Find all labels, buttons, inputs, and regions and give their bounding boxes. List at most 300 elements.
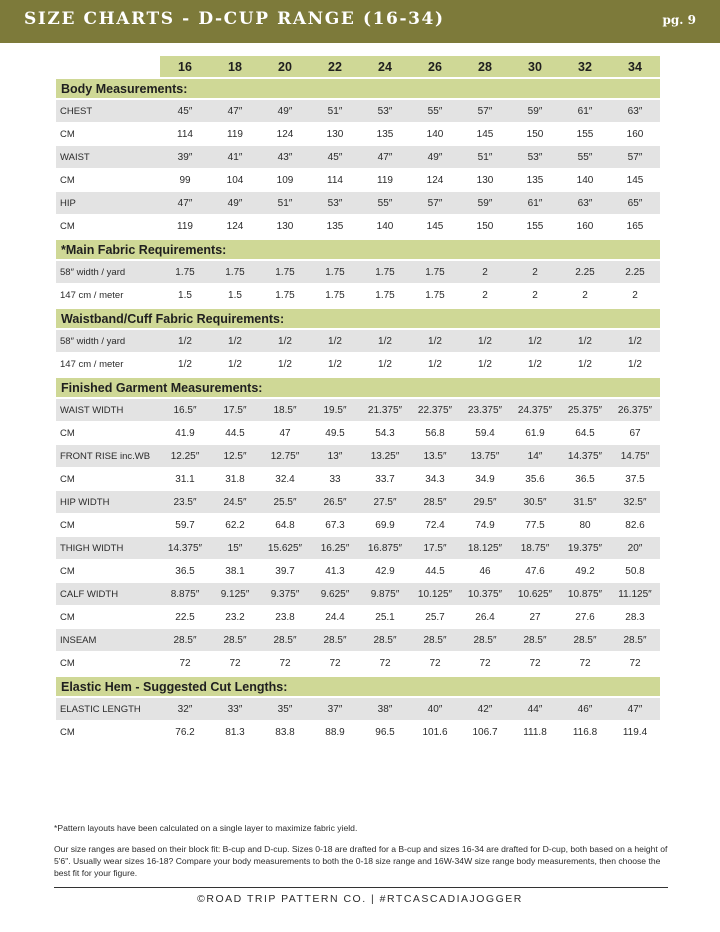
table-cell: 2.25 [560, 261, 610, 284]
table-row [56, 537, 660, 560]
table-cell: 31.5″ [560, 491, 610, 514]
row-label: 58″ width / yard [56, 261, 160, 284]
table-cell: 72 [360, 652, 410, 675]
table-cell: 11.125″ [610, 583, 660, 606]
table-cell: 42″ [460, 698, 510, 721]
table-cell: 109 [260, 169, 310, 192]
table-cell: 1/2 [610, 353, 660, 376]
table-cell: 9.375″ [260, 583, 310, 606]
table-cell: 2 [460, 261, 510, 284]
table-cell: 2 [460, 284, 510, 307]
row-label: HIP [56, 192, 160, 215]
table-cell: 23.375″ [460, 399, 510, 422]
table-cell: 51″ [310, 100, 360, 123]
table-cell: 14″ [510, 445, 560, 468]
table-cell: 50.8 [610, 560, 660, 583]
table-cell: 16.25″ [310, 537, 360, 560]
table-cell: 130 [260, 215, 310, 238]
table-cell: 135 [360, 123, 410, 146]
table-cell: 33 [310, 468, 360, 491]
table-cell: 23.2 [210, 606, 260, 629]
table-cell: 14.75″ [610, 445, 660, 468]
row-label: CM [56, 560, 160, 583]
table-cell: 14.375″ [560, 445, 610, 468]
table-cell: 49.5 [310, 422, 360, 445]
table-cell: 25.375″ [560, 399, 610, 422]
table-cell: 33″ [210, 698, 260, 721]
table-cell: 36.5 [560, 468, 610, 491]
table-cell: 28.5″ [410, 491, 460, 514]
table-cell: 55″ [560, 146, 610, 169]
size-header-22: 22 [310, 56, 360, 77]
table-cell: 16.5″ [160, 399, 210, 422]
table-cell: 1.75 [410, 261, 460, 284]
table-cell: 32″ [160, 698, 210, 721]
table-row [56, 422, 660, 445]
table-row [56, 192, 660, 215]
table-cell: 72 [510, 652, 560, 675]
table-cell: 114 [310, 169, 360, 192]
row-label: THIGH WIDTH [56, 537, 160, 560]
table-cell: 9.125″ [210, 583, 260, 606]
table-row [56, 583, 660, 606]
table-cell: 45″ [160, 100, 210, 123]
table-cell: 39.7 [260, 560, 310, 583]
table-cell: 145 [460, 123, 510, 146]
table-cell: 61″ [560, 100, 610, 123]
table-cell: 1.5 [160, 284, 210, 307]
table-cell: 1.75 [210, 261, 260, 284]
table-cell: 1.5 [210, 284, 260, 307]
page-number: pg. 9 [662, 13, 696, 27]
section-header [56, 307, 660, 330]
table-cell: 65″ [610, 192, 660, 215]
table-cell: 22.5 [160, 606, 210, 629]
size-header-16: 16 [160, 56, 210, 77]
table-cell: 56.8 [410, 422, 460, 445]
table-row [56, 629, 660, 652]
table-cell: 19.5″ [310, 399, 360, 422]
table-cell: 25.1 [360, 606, 410, 629]
table-cell: 31.8 [210, 468, 260, 491]
table-cell: 44″ [510, 698, 560, 721]
table-cell: 10.125″ [410, 583, 460, 606]
table-row [56, 560, 660, 583]
table-cell: 1.75 [260, 261, 310, 284]
table-cell: 72 [610, 652, 660, 675]
table-cell: 55″ [410, 100, 460, 123]
table-cell: 104 [210, 169, 260, 192]
section-header [56, 376, 660, 399]
table-cell: 18.125″ [460, 537, 510, 560]
table-cell: 1/2 [360, 353, 410, 376]
row-label: FRONT RISE inc.WB [56, 445, 160, 468]
fabric-layout-note: *Pattern layouts have been calculated on a single layer to maximize fabric yield. [54, 823, 358, 833]
section-title: Finished Garment Measurements: [56, 376, 660, 399]
table-cell: 17.5″ [410, 537, 460, 560]
table-cell: 18.75″ [510, 537, 560, 560]
table-cell: 27.6 [560, 606, 610, 629]
table-row [56, 353, 660, 376]
table-cell: 88.9 [310, 721, 360, 744]
section-title: Elastic Hem - Suggested Cut Lengths: [56, 675, 660, 698]
table-cell: 47″ [160, 192, 210, 215]
table-row [56, 491, 660, 514]
table-cell: 80 [560, 514, 610, 537]
table-cell: 76.2 [160, 721, 210, 744]
table-cell: 1/2 [310, 330, 360, 353]
table-cell: 64.5 [560, 422, 610, 445]
table-cell: 124 [260, 123, 310, 146]
table-row [56, 445, 660, 468]
table-cell: 72 [210, 652, 260, 675]
table-cell: 18.5″ [260, 399, 310, 422]
table-cell: 1.75 [310, 261, 360, 284]
table-cell: 99 [160, 169, 210, 192]
table-cell: 28.5″ [410, 629, 460, 652]
table-cell: 119 [210, 123, 260, 146]
table-cell: 1/2 [210, 330, 260, 353]
table-cell: 10.875″ [560, 583, 610, 606]
table-cell: 26.5″ [310, 491, 360, 514]
table-cell: 28.5″ [560, 629, 610, 652]
table-cell: 2 [560, 284, 610, 307]
table-cell: 27 [510, 606, 560, 629]
table-row [56, 146, 660, 169]
table-cell: 1/2 [560, 353, 610, 376]
table-cell: 67.3 [310, 514, 360, 537]
table-cell: 25.7 [410, 606, 460, 629]
table-cell: 28.5″ [210, 629, 260, 652]
table-cell: 111.8 [510, 721, 560, 744]
table-cell: 160 [610, 123, 660, 146]
table-cell: 49″ [260, 100, 310, 123]
table-cell: 14.375″ [160, 537, 210, 560]
table-cell: 1/2 [160, 353, 210, 376]
table-cell: 55″ [360, 192, 410, 215]
table-cell: 9.875″ [360, 583, 410, 606]
row-label: CM [56, 422, 160, 445]
table-cell: 59″ [510, 100, 560, 123]
table-cell: 1/2 [260, 353, 310, 376]
row-label: CM [56, 215, 160, 238]
table-cell: 26.4 [460, 606, 510, 629]
row-label: CM [56, 606, 160, 629]
table-cell: 1/2 [360, 330, 410, 353]
table-cell: 22.375″ [410, 399, 460, 422]
table-cell: 61″ [510, 192, 560, 215]
table-cell: 160 [560, 215, 610, 238]
table-row [56, 100, 660, 123]
table-cell: 36.5 [160, 560, 210, 583]
row-label: CM [56, 514, 160, 537]
table-cell: 145 [610, 169, 660, 192]
table-cell: 83.8 [260, 721, 310, 744]
table-cell: 135 [510, 169, 560, 192]
table-cell: 28.3 [610, 606, 660, 629]
table-cell: 77.5 [510, 514, 560, 537]
table-cell: 28.5″ [460, 629, 510, 652]
table-row [56, 468, 660, 491]
size-header-34: 34 [610, 56, 660, 77]
table-cell: 1/2 [410, 353, 460, 376]
table-cell: 150 [460, 215, 510, 238]
table-row [56, 284, 660, 307]
section-title: Body Measurements: [56, 77, 660, 100]
table-cell: 63″ [610, 100, 660, 123]
table-cell: 2 [610, 284, 660, 307]
table-cell: 43″ [260, 146, 310, 169]
header-corner [56, 56, 160, 77]
section-title: Waistband/Cuff Fabric Requirements: [56, 307, 660, 330]
table-cell: 13.5″ [410, 445, 460, 468]
section-header [56, 675, 660, 698]
table-cell: 96.5 [360, 721, 410, 744]
table-cell: 140 [410, 123, 460, 146]
table-row [56, 123, 660, 146]
table-cell: 26.375″ [610, 399, 660, 422]
table-cell: 32.5″ [610, 491, 660, 514]
table-cell: 17.5″ [210, 399, 260, 422]
table-cell: 12.75″ [260, 445, 310, 468]
table-cell: 34.9 [460, 468, 510, 491]
table-cell: 44.5 [210, 422, 260, 445]
size-header-24: 24 [360, 56, 410, 77]
table-cell: 1.75 [360, 284, 410, 307]
table-cell: 40″ [410, 698, 460, 721]
table-cell: 28.5″ [260, 629, 310, 652]
table-cell: 53″ [510, 146, 560, 169]
table-cell: 53″ [310, 192, 360, 215]
table-cell: 44.5 [410, 560, 460, 583]
table-cell: 8.875″ [160, 583, 210, 606]
table-cell: 72 [310, 652, 360, 675]
table-row [56, 652, 660, 675]
table-cell: 47″ [210, 100, 260, 123]
table-cell: 62.2 [210, 514, 260, 537]
table-cell: 25.5″ [260, 491, 310, 514]
table-cell: 31.1 [160, 468, 210, 491]
page-title: SIZE CHARTS - D-CUP RANGE (16-34) [24, 9, 445, 29]
table-cell: 47″ [610, 698, 660, 721]
table-cell: 30.5″ [510, 491, 560, 514]
table-cell: 45″ [310, 146, 360, 169]
table-cell: 28.5″ [360, 629, 410, 652]
table-cell: 16.875″ [360, 537, 410, 560]
table-cell: 1/2 [460, 330, 510, 353]
table-cell: 72 [260, 652, 310, 675]
size-header-20: 20 [260, 56, 310, 77]
table-row [56, 169, 660, 192]
table-row [56, 261, 660, 284]
section-header [56, 238, 660, 261]
table-cell: 23.5″ [160, 491, 210, 514]
size-header-32: 32 [560, 56, 610, 77]
page-header [0, 0, 720, 43]
table-cell: 74.9 [460, 514, 510, 537]
table-cell: 21.375″ [360, 399, 410, 422]
table-cell: 119 [160, 215, 210, 238]
size-header-18: 18 [210, 56, 260, 77]
table-cell: 29.5″ [460, 491, 510, 514]
row-label: 147 cm / meter [56, 284, 160, 307]
table-cell: 24.4 [310, 606, 360, 629]
table-row [56, 606, 660, 629]
table-cell: 42.9 [360, 560, 410, 583]
table-cell: 1.75 [310, 284, 360, 307]
table-cell: 54.3 [360, 422, 410, 445]
row-label: CHEST [56, 100, 160, 123]
table-cell: 2 [510, 284, 560, 307]
table-cell: 53″ [360, 100, 410, 123]
table-cell: 46 [460, 560, 510, 583]
table-row [56, 698, 660, 721]
table-cell: 145 [410, 215, 460, 238]
table-cell: 1.75 [160, 261, 210, 284]
row-label: CM [56, 652, 160, 675]
table-cell: 1.75 [260, 284, 310, 307]
size-header-30: 30 [510, 56, 560, 77]
table-cell: 135 [310, 215, 360, 238]
table-row [56, 215, 660, 238]
table-cell: 130 [310, 123, 360, 146]
table-cell: 24.375″ [510, 399, 560, 422]
row-label: CM [56, 169, 160, 192]
table-cell: 37.5 [610, 468, 660, 491]
size-range-note: Our size ranges are based on their block fit: B-cup and D-cup. Sizes 0-18 are drafted for a B-cup and sizes 16-34 are drafted for D-cup, both based on a height of 5'6". Usually wear sizes 16-18? Compare your body measurements to both the 0-18 size range and 16W-34W size range body measurements, then choose the best fit for your figure. [54, 844, 668, 878]
table-cell: 72 [160, 652, 210, 675]
table-cell: 24.5″ [210, 491, 260, 514]
table-cell: 67 [610, 422, 660, 445]
table-cell: 1/2 [260, 330, 310, 353]
table-cell: 2.25 [610, 261, 660, 284]
table-cell: 57″ [460, 100, 510, 123]
table-cell: 15″ [210, 537, 260, 560]
table-cell: 72 [460, 652, 510, 675]
table-row [56, 399, 660, 422]
table-cell: 10.375″ [460, 583, 510, 606]
table-cell: 155 [510, 215, 560, 238]
table-cell: 35.6 [510, 468, 560, 491]
table-cell: 1.75 [360, 261, 410, 284]
table-cell: 38″ [360, 698, 410, 721]
table-cell: 34.3 [410, 468, 460, 491]
table-cell: 49″ [410, 146, 460, 169]
table-cell: 33.7 [360, 468, 410, 491]
table-cell: 106.7 [460, 721, 510, 744]
row-label: CALF WIDTH [56, 583, 160, 606]
table-cell: 20″ [610, 537, 660, 560]
table-cell: 41″ [210, 146, 260, 169]
table-cell: 114 [160, 123, 210, 146]
footer-credit: ©ROAD TRIP PATTERN CO. | #RTCASCADIAJOGGER [197, 893, 523, 905]
table-cell: 82.6 [610, 514, 660, 537]
table-cell: 1/2 [610, 330, 660, 353]
table-cell: 119.4 [610, 721, 660, 744]
table-cell: 46″ [560, 698, 610, 721]
table-cell: 140 [360, 215, 410, 238]
table-cell: 51″ [460, 146, 510, 169]
table-cell: 119 [360, 169, 410, 192]
row-label: WAIST WIDTH [56, 399, 160, 422]
size-chart-table [56, 56, 660, 744]
table-cell: 38.1 [210, 560, 260, 583]
row-label: WAIST [56, 146, 160, 169]
table-cell: 23.8 [260, 606, 310, 629]
table-cell: 32.4 [260, 468, 310, 491]
table-cell: 13.75″ [460, 445, 510, 468]
table-cell: 140 [560, 169, 610, 192]
table-cell: 49.2 [560, 560, 610, 583]
size-chart [56, 56, 660, 744]
section-title: *Main Fabric Requirements: [56, 238, 660, 261]
table-cell: 1/2 [460, 353, 510, 376]
table-cell: 81.3 [210, 721, 260, 744]
row-label: ELASTIC LENGTH [56, 698, 160, 721]
table-cell: 2 [510, 261, 560, 284]
table-cell: 1/2 [560, 330, 610, 353]
table-cell: 41.9 [160, 422, 210, 445]
table-cell: 72 [560, 652, 610, 675]
section-header [56, 77, 660, 100]
table-cell: 1/2 [510, 330, 560, 353]
table-cell: 49″ [210, 192, 260, 215]
table-cell: 165 [610, 215, 660, 238]
table-row [56, 330, 660, 353]
size-header-row [56, 56, 660, 77]
table-cell: 64.8 [260, 514, 310, 537]
table-cell: 15.625″ [260, 537, 310, 560]
table-cell: 116.8 [560, 721, 610, 744]
table-cell: 39″ [160, 146, 210, 169]
table-cell: 12.25″ [160, 445, 210, 468]
table-cell: 1/2 [210, 353, 260, 376]
table-cell: 13.25″ [360, 445, 410, 468]
size-header-28: 28 [460, 56, 510, 77]
row-label: CM [56, 123, 160, 146]
table-cell: 28.5″ [310, 629, 360, 652]
row-label: INSEAM [56, 629, 160, 652]
table-row [56, 514, 660, 537]
row-label: HIP WIDTH [56, 491, 160, 514]
footer-divider [54, 887, 668, 888]
table-cell: 72 [410, 652, 460, 675]
table-cell: 150 [510, 123, 560, 146]
table-cell: 1/2 [510, 353, 560, 376]
table-cell: 1/2 [310, 353, 360, 376]
table-cell: 59.7 [160, 514, 210, 537]
row-label: CM [56, 721, 160, 744]
table-cell: 1/2 [160, 330, 210, 353]
table-cell: 1.75 [410, 284, 460, 307]
table-cell: 37″ [310, 698, 360, 721]
table-cell: 19.375″ [560, 537, 610, 560]
table-cell: 35″ [260, 698, 310, 721]
table-cell: 47″ [360, 146, 410, 169]
table-cell: 9.625″ [310, 583, 360, 606]
table-cell: 47 [260, 422, 310, 445]
table-cell: 124 [210, 215, 260, 238]
table-cell: 69.9 [360, 514, 410, 537]
table-cell: 10.625″ [510, 583, 560, 606]
table-cell: 59″ [460, 192, 510, 215]
table-cell: 72.4 [410, 514, 460, 537]
table-cell: 41.3 [310, 560, 360, 583]
table-cell: 51″ [260, 192, 310, 215]
table-cell: 130 [460, 169, 510, 192]
table-cell: 28.5″ [610, 629, 660, 652]
table-cell: 101.6 [410, 721, 460, 744]
